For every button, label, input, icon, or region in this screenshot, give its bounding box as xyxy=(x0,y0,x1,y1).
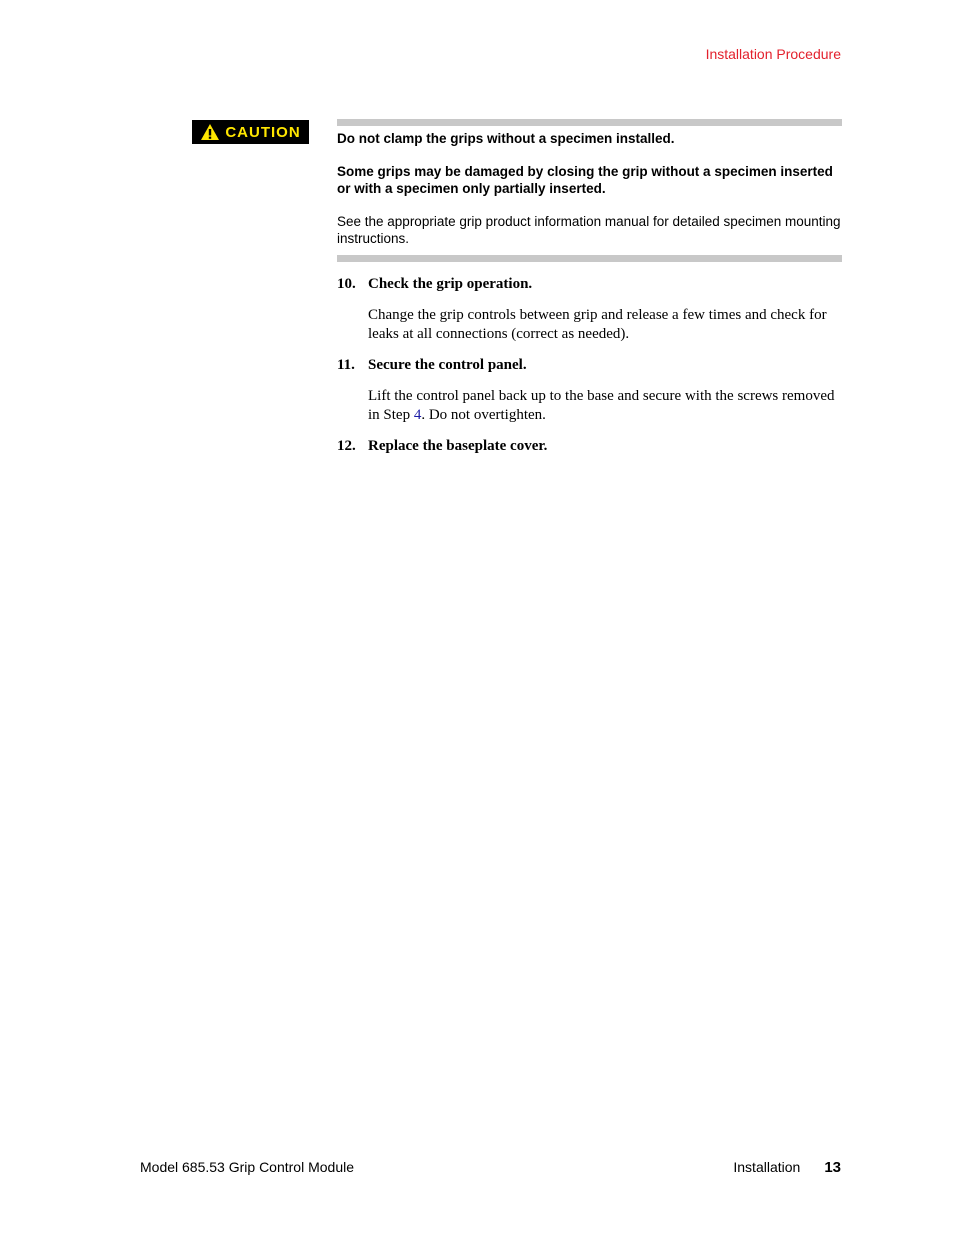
step-number: 12. xyxy=(337,438,356,454)
step-11-title xyxy=(337,356,842,375)
step-11-body-text: Lift the control panel back up to the base and secure with the screws removed in Step xyxy=(368,388,835,423)
step-title-text: Replace the baseplate cover. xyxy=(368,438,548,454)
step-12-title xyxy=(337,437,842,456)
step-4-link[interactable]: 4 xyxy=(413,407,422,423)
step-number: 10. xyxy=(337,276,356,292)
step-title-text: Secure the control panel. xyxy=(368,357,527,373)
running-header: Installation Procedure xyxy=(705,46,841,62)
procedure-steps xyxy=(337,275,842,456)
step-title-text: Check the grip operation. xyxy=(368,276,533,292)
caution-consequence: Some grips may be damaged by closing the grip without a specimen inserted or with a specimen only partially inserted. xyxy=(337,164,833,196)
step-11-body-tail: . Do not overtighten. xyxy=(421,407,546,423)
step-11-body xyxy=(368,387,842,425)
caution-badge xyxy=(192,120,309,144)
footer-right xyxy=(733,1159,841,1176)
footer-document-title: Model 685.53 Grip Control Module xyxy=(140,1159,355,1175)
caution-instruction: See the appropriate grip product information manual for detailed specimen mounting instructions. xyxy=(337,214,841,246)
step-10-title xyxy=(337,275,842,294)
page-number: 13 xyxy=(824,1159,841,1176)
caution-bottom-rule xyxy=(337,255,842,262)
footer-chapter: Installation xyxy=(733,1159,801,1175)
caution-heading: Do not clamp the grips without a specimen installed. xyxy=(337,131,675,146)
caution-top-rule xyxy=(337,119,842,126)
caution-label: CAUTION xyxy=(225,123,301,141)
caution-box xyxy=(337,119,842,262)
step-10-body: Change the grip controls between grip and release a few times and check for leaks at all connections (correct as needed). xyxy=(368,307,827,342)
step-number: 11. xyxy=(337,357,355,373)
caution-content xyxy=(337,126,842,255)
warning-triangle-icon xyxy=(200,123,220,141)
